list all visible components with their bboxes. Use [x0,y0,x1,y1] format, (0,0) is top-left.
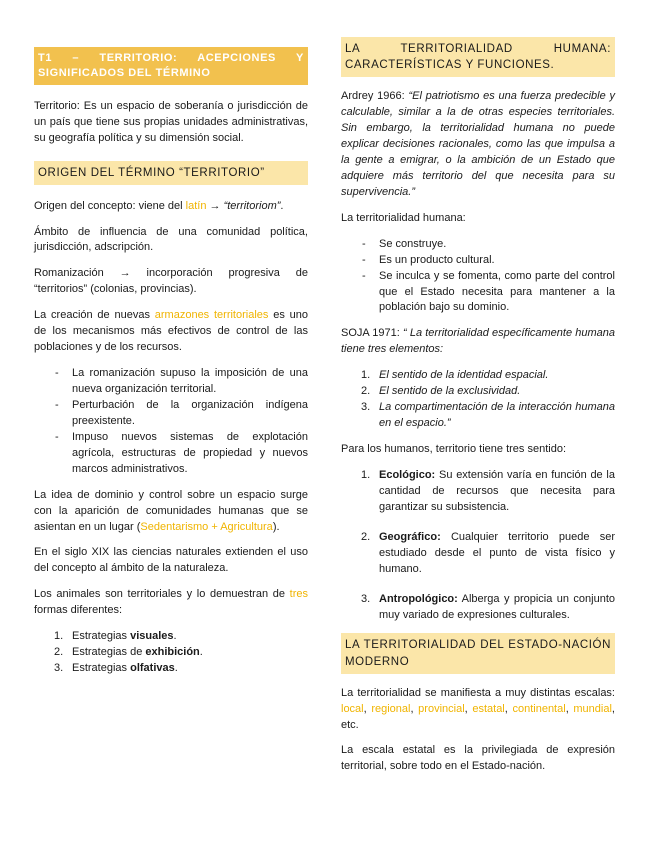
highlight-latin: latín [185,199,207,212]
origen-text: Origen del concepto: viene del [34,199,186,212]
item-text: Estrategias [72,662,131,675]
list-number: 1. [361,468,371,481]
list-item [34,661,308,677]
list-number: 1. [361,369,371,382]
highlight-escala: continental [512,702,566,715]
creacion-paragraph [34,308,308,356]
item-text: Estrategias [72,630,131,643]
territorialidad-label: La territorialidad humana: [341,211,466,224]
territorio-definition: Territorio: Es un espacio de soberanía o jurisdicción de un país que tiene sus propias unidades administrativas, su geografía política y su dimensión social. [34,99,308,144]
item-bold: Ecológico: [379,468,436,481]
list-number: 2. [361,530,371,543]
list-item: - La romanización supuso la imposición de una nueva organización territorial. [34,366,308,398]
section-title-origen: ORIGEN DEL TÉRMINO “TERRITORIO” [34,161,308,185]
idea-text-end: ). [272,520,280,533]
item-end: . [174,662,178,675]
item-text: El sentido de la exclusividad. [379,385,521,398]
term-territoriom: “territoriom” [223,199,281,212]
separator: , [464,702,473,715]
list-item [341,468,615,516]
item-end: . [199,646,203,659]
item-bold: Geográfico: [379,530,441,543]
list-item [34,629,308,645]
left-column [34,47,308,687]
list-number: 2. [54,646,64,659]
item-text: Estrategias de [72,646,146,659]
list-item [341,384,615,400]
list-number: 3. [54,662,64,675]
list-item: - Impuso nuevos sistemas de explotación agrícola, estructuras de propiedad y nuevos marcos administrativos. [34,430,308,478]
list-item [341,530,615,578]
right-column [341,37,615,785]
soja-paragraph [341,326,615,358]
item-bold: olfativas [130,662,175,675]
list-number: 2. [361,385,371,398]
item-end: . [173,630,177,643]
highlight-escala: local [341,702,364,715]
highlight-escala: estatal [472,702,505,715]
item-text: Alberga y propicia un conjunto muy variado de expresiones culturales. [379,592,615,621]
romanizacion-paragraph: Romanización → incorporación progresiva de “territorios” (colonias, provincias). [34,267,308,296]
separator: , [565,702,574,715]
section-title-estado-nacion: LA TERRITORIALIDAD DEL ESTADO-NACIÓN MODERNO [341,633,615,673]
item-text: La compartimentación de la interacción humana en el espacio.” [379,401,615,430]
escalas-text: La territorialidad se manifiesta a muy distintas escalas: [341,686,615,699]
item-text: Su extensión varía en función de la cantidad de recursos que necesita para garantizar su subsistencia. [379,468,615,513]
creacion-text-end: es uno de los mecanismos más efectivos de control de las poblaciones y de los recursos. [34,309,308,354]
origen-end: . [280,199,284,212]
territorialidad-list [341,237,615,317]
highlight-escala: mundial [573,702,612,715]
list-number: 3. [361,401,371,414]
list-item [341,400,615,432]
ambito-paragraph: Ámbito de influencia de una comunidad política, jurisdicción, adscripción. [34,225,308,254]
sentidos-list [341,468,615,624]
ardrey-quote: “El patriotismo es una fuerza predecible y calculable, similar a la de otras especies territoriales. Sin embargo, la territorialidad humana no puede explicar decisiones racionales, como las que impulsa a la gente a emigrar, o la ambición de un Estado que adquiere más territorio del que necesita para su supervivencia.” [341,90,615,198]
list-item [34,645,308,661]
elementos-list [341,368,615,432]
siglo-xix-paragraph: En el siglo XIX las ciencias naturales extienden el uso del concepto al ámbito de la naturaleza. [34,546,308,575]
soja-author: SOJA 1971: [341,327,403,340]
list-number: 1. [54,630,64,643]
idea-dominio-paragraph [34,488,308,536]
romanizacion-list [34,366,308,478]
origen-concepto [34,199,308,215]
list-item: - Es un producto cultural. [341,253,615,269]
item-bold: Antropológico: [379,592,458,605]
highlight-tres: tres [289,588,308,601]
item-text: El sentido de la identidad espacial. [379,369,549,382]
humanos-paragraph: Para los humanos, territorio tiene tres sentido: [341,443,567,455]
section-title-territorio: T1 – TERRITORIO: ACEPCIONES Y SIGNIFICADOS DEL TÉRMINO [34,47,308,85]
creacion-text: La creación de nuevas [34,309,155,322]
animales-text-end: formas diferentes: [34,604,123,617]
arrow-text: → [206,199,224,212]
escalas-end: , etc. [341,702,615,731]
estrategias-list [34,629,308,677]
list-item [341,592,615,624]
highlight-escala: regional [371,702,411,715]
list-item: - Se inculca y se fomenta, como parte del control que el Estado necesita para mantener a la población bajo su dominio. [341,269,615,317]
item-bold: visuales [130,630,174,643]
item-text: Cualquier territorio puede ser estudiado desde el punto de vista físico y humano. [379,530,615,575]
separator: , [410,702,419,715]
escala-estatal-paragraph: La escala estatal es la privilegiada de expresión territorial, sobre todo en el Estado-nación. [341,744,615,773]
idea-text: La idea de dominio y control sobre un espacio surge con la aparición de comunidades humanas que se asientan en un lugar ( [34,488,308,533]
highlight-sedentarismo: Sedentarismo + Agricultura [140,520,273,533]
section-title-territorialidad-humana: LA TERRITORIALIDAD HUMANA: CARACTERÍSTICAS Y FUNCIONES. [341,37,615,77]
separator: , [363,702,372,715]
ardrey-paragraph [341,89,615,201]
list-item [341,368,615,384]
list-number: 3. [361,592,371,605]
highlight-escala: provincial [418,702,465,715]
separator: , [504,702,513,715]
list-item: - Perturbación de la organización indígena preexistente. [34,398,308,430]
highlight-armazones: armazones territoriales [154,309,269,322]
escalas-paragraph [341,686,615,734]
list-item: - Se construye. [341,237,615,253]
animales-text: Los animales son territoriales y lo demuestran de [34,588,290,601]
item-bold: exhibición [145,646,200,659]
soja-quote: “ La territorialidad específicamente humana tiene tres elementos: [341,327,616,356]
animales-paragraph [34,587,308,619]
ardrey-author: Ardrey 1966: [341,90,409,103]
